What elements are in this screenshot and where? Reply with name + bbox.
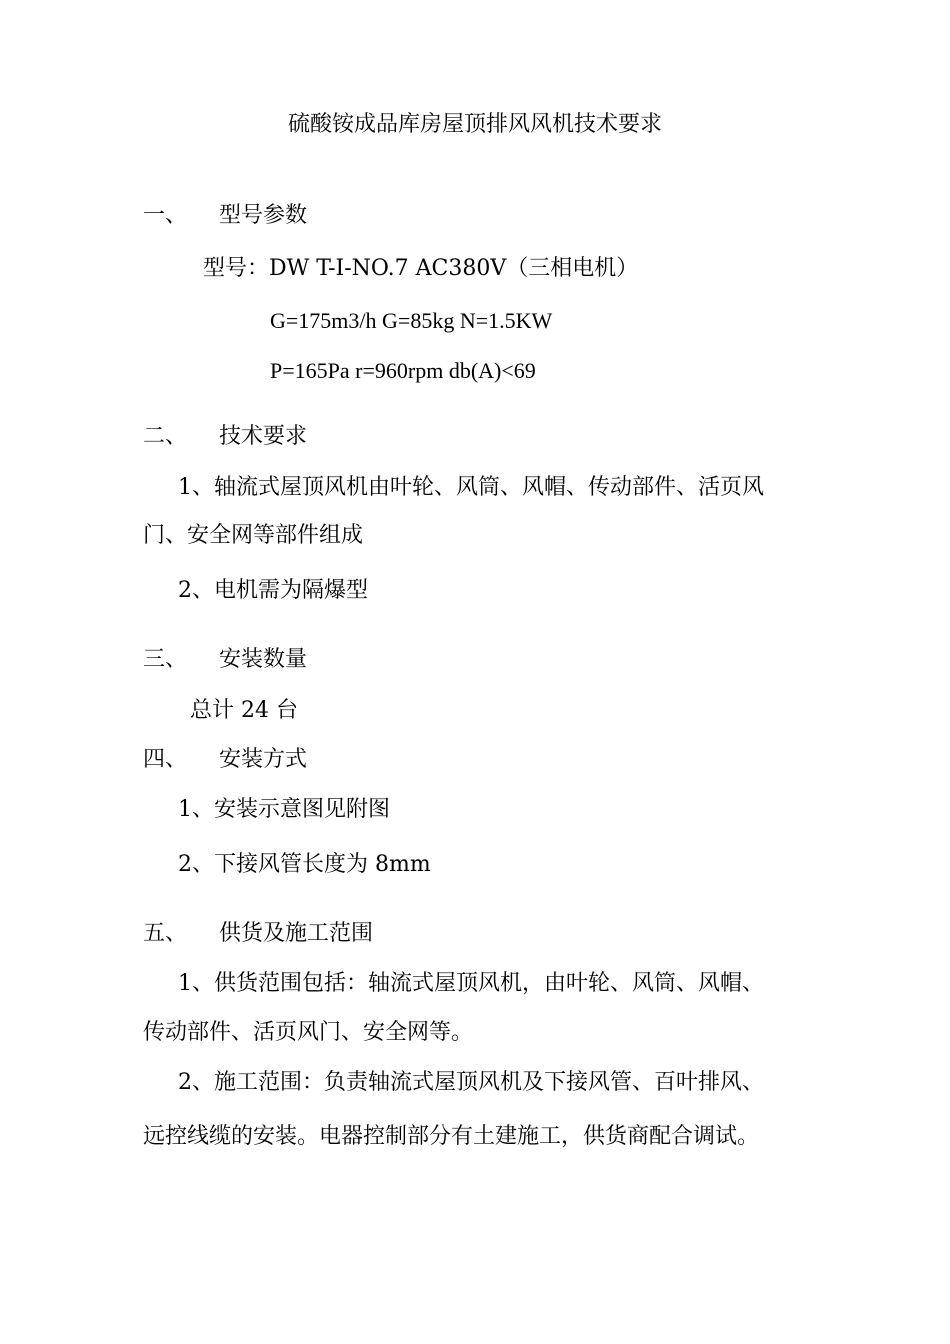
section-heading-3 <box>143 646 307 674</box>
paragraph-line: 2、电机需为隔爆型 <box>178 578 368 603</box>
paragraph-line: 门、安全网等部件组成 <box>143 523 364 548</box>
section-title: 安装数量 <box>219 647 308 672</box>
section-number: 五、 <box>143 921 188 946</box>
section-heading-1 <box>143 202 307 230</box>
section-heading-4 <box>143 746 307 774</box>
section-number: 三、 <box>143 647 188 672</box>
paragraph-line: 型号：DW T-I-NO.7 AC380V（三相电机） <box>203 256 639 281</box>
section-heading-2 <box>143 423 307 451</box>
paragraph-line: P=165Pa r=960rpm db(A)<69 <box>270 358 536 383</box>
page-title: 硫酸铵成品库房屋顶排风风机技术要求 <box>287 112 662 137</box>
paragraph-line: 1、轴流式屋顶风机由叶轮、风筒、风帽、传动部件、活页风 <box>178 475 764 500</box>
paragraph-line: 1、安装示意图见附图 <box>178 797 390 822</box>
paragraph-line: 2、下接风管长度为 8mm <box>178 852 431 877</box>
section-heading-5 <box>143 920 373 948</box>
section-number: 二、 <box>143 424 188 449</box>
paragraph-line: 2、施工范围：负责轴流式屋顶风机及下接风管、百叶排风、 <box>178 1070 764 1095</box>
section-title: 技术要求 <box>219 424 308 449</box>
paragraph-line: 远控线缆的安装。电器控制部分有土建施工，供货商配合调试。 <box>143 1124 760 1149</box>
section-title: 型号参数 <box>219 203 308 228</box>
section-title: 供货及施工范围 <box>219 921 374 946</box>
paragraph-line: 传动部件、活页风门、安全网等。 <box>143 1020 474 1045</box>
section-number: 四、 <box>143 747 188 772</box>
section-number: 一、 <box>143 203 188 228</box>
paragraph-line: 总计 24 台 <box>190 698 298 723</box>
paragraph-line: G=175m3/h G=85kg N=1.5KW <box>270 308 553 333</box>
paragraph-line: 1、供货范围包括：轴流式屋顶风机，由叶轮、风筒、风帽、 <box>178 971 764 996</box>
section-title: 安装方式 <box>219 747 308 772</box>
